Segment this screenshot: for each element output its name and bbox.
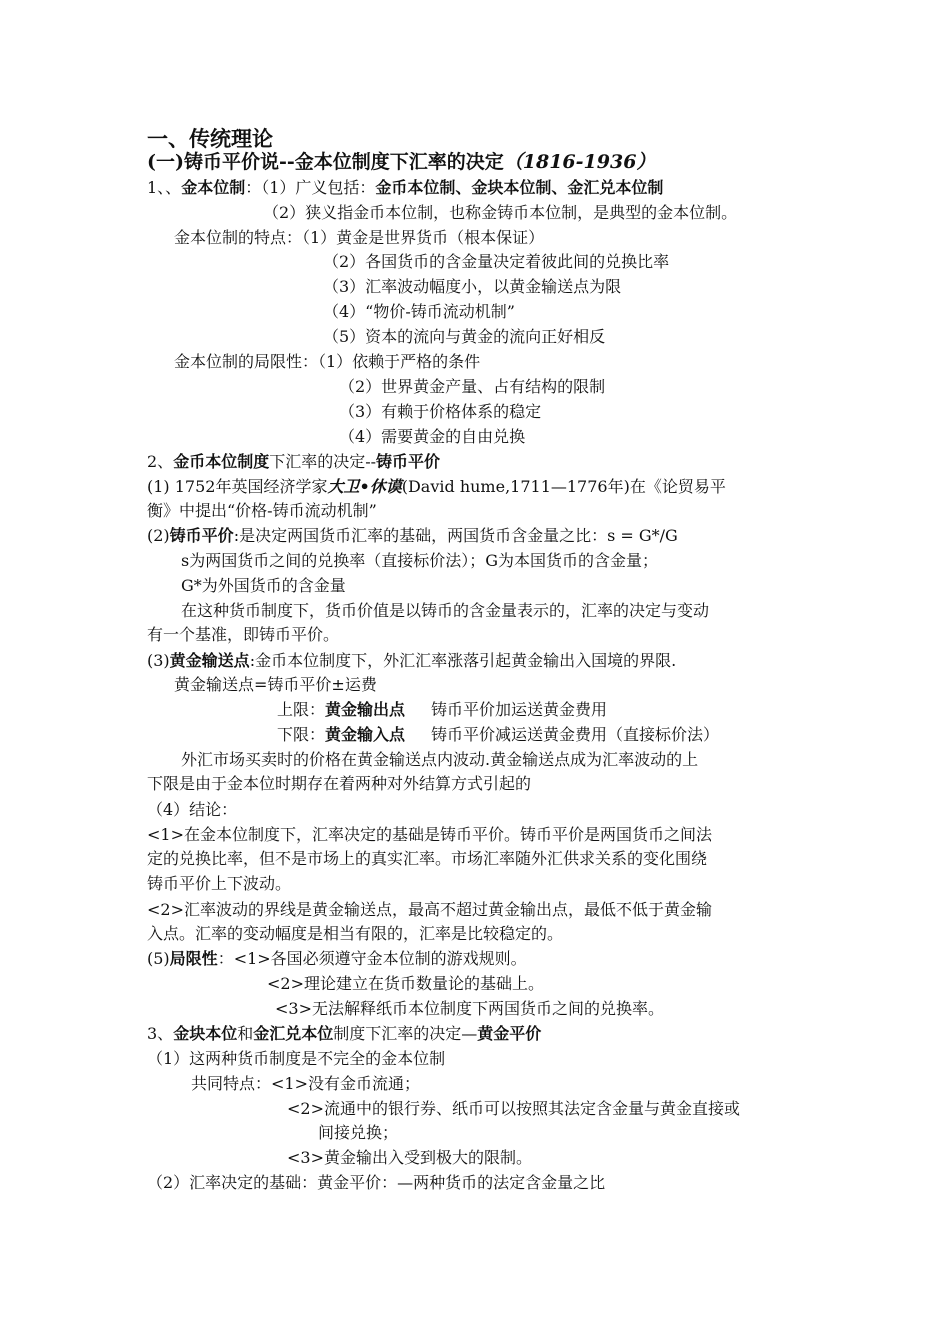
text: （5）资本的流向与黄金的流向正好相反: [323, 327, 606, 346]
item-3-common-1: [191, 1074, 420, 1094]
text: (5): [147, 949, 170, 968]
limits-line-4: [339, 427, 525, 447]
text: (1) 1752年英国经济学家: [147, 477, 328, 496]
item-3-para-1: [147, 1049, 445, 1069]
limits-line-3: [339, 402, 541, 422]
term: 铸币平价: [169, 526, 234, 545]
term: 黄金输送点: [169, 651, 250, 670]
subheading-years: （1816-1936）: [503, 151, 656, 173]
upper-limit-line: [277, 700, 607, 720]
term: 铸币平价: [376, 452, 441, 471]
text: s为两国货币之间的兑换率（直接标价法）；G为本国货币的含金量；: [181, 551, 658, 570]
text: (2): [147, 526, 170, 545]
text: 铸币平价上下波动。: [147, 874, 292, 893]
text: （4）结论：: [147, 800, 238, 819]
text: 间接兑换；: [318, 1123, 399, 1142]
conclusion-1-line-1: [147, 825, 712, 845]
text: 定的兑换比率，但不是市场上的真实汇率。市场汇率随外汇供求关系的变化围绕: [147, 849, 708, 868]
text: ：（1）广义包括：: [245, 178, 376, 197]
para-4-heading: [147, 800, 237, 820]
term: 金块本位: [173, 1024, 238, 1043]
text: 铸币平价加运送黄金费用: [431, 700, 608, 719]
item-3-common-3: [287, 1148, 532, 1168]
heading-text: 一、传统理论: [147, 126, 273, 151]
text: <2>汇率波动的界线是黄金输送点，最高不超过黄金输出点，最低不低于黄金输: [147, 900, 712, 919]
text: <3>黄金输出入受到极大的限制。: [287, 1148, 532, 1167]
para-2-line-1: [147, 526, 678, 546]
item-3-line: [147, 1024, 541, 1044]
conclusion-1-line-2: [147, 849, 707, 869]
text: （2）世界黄金产量、占有结构的限制: [339, 377, 606, 396]
item-2-line: [147, 452, 440, 472]
text: G*为外国货币的含金量: [181, 576, 346, 595]
conclusion-2-line-1: [147, 900, 712, 920]
term-gold-standard-types: 金币本位制、金块本位制、金汇兑本位制: [375, 178, 664, 197]
text: 下汇率的决定--: [269, 452, 377, 471]
text: 衡》中提出“价格-铸币流动机制”: [147, 501, 377, 520]
para-2-line-3: [181, 576, 346, 596]
item-3-common-2b: [318, 1123, 398, 1143]
text: :是决定两国货币汇率的基础，两国货币含金量之比：s = G*/G: [233, 526, 678, 545]
text: 铸币平价减运送黄金费用（直接标价法）: [431, 725, 720, 744]
item-number: 1、、: [147, 178, 182, 197]
term-gold-standard: 金本位制: [181, 178, 246, 197]
term: 局限性: [169, 949, 218, 968]
features-line-3: [323, 277, 621, 297]
para-2-line-2: [181, 551, 658, 571]
text: <2>流通中的银行券、纸币可以按照其法定含金量与黄金直接或: [287, 1099, 740, 1118]
term: 金汇兑本位: [253, 1024, 334, 1043]
para-2-line-5: [147, 625, 339, 645]
text: 和: [237, 1024, 254, 1043]
text: <2>理论建立在货币数量论的基础上。: [267, 974, 544, 993]
item-1-narrow: [263, 203, 737, 223]
features-line-5: [323, 327, 605, 347]
para-3-line-4: [147, 774, 531, 794]
text: 外汇市场买卖时的价格在黄金输送点内波动.黄金输送点成为汇率波动的上: [181, 750, 699, 769]
text: 在这种货币制度下，货币价值是以铸币的含金量表示的，汇率的决定与变动: [181, 601, 710, 620]
features-line-1: [174, 228, 544, 248]
lower-limit-line: [277, 725, 719, 745]
conclusion-2-line-2: [147, 924, 563, 944]
text: <3>无法解释纸币本位制度下两国货币之间的兑换率。: [275, 999, 664, 1018]
para-3-line-3: [181, 750, 698, 770]
text: ：<1>各国必须遵守金本位制的游戏规则。: [217, 949, 527, 968]
text: （4）“物价-铸币流动机制”: [323, 302, 515, 321]
para-5-line-2: [267, 974, 544, 994]
section-heading: [147, 126, 273, 152]
term: 金币本位制度: [173, 452, 270, 471]
para-1-line-1: [147, 477, 726, 497]
item-number: 3、: [147, 1024, 174, 1043]
item-3-common-2: [287, 1099, 740, 1119]
text: （2）狭义指金币本位制，也称金铸币本位制，是典型的金本位制。: [263, 203, 738, 222]
term: 黄金输入点: [325, 725, 406, 744]
limits-line-1: [174, 352, 480, 372]
text: 金本位制的特点：（1）黄金是世界货币（根本保证）: [174, 228, 545, 247]
term: 黄金输出点: [325, 700, 406, 719]
label: 上限：: [277, 700, 326, 719]
para-5-line-1: [147, 949, 527, 969]
term: 黄金平价: [477, 1024, 542, 1043]
text: （3）有赖于价格体系的稳定: [339, 402, 542, 421]
text: （4）需要黄金的自由兑换: [339, 427, 526, 446]
para-2-line-4: [181, 601, 709, 621]
text: (3): [147, 651, 170, 670]
text: （1）这两种货币制度是不完全的金本位制: [147, 1049, 446, 1068]
features-line-2: [323, 252, 669, 272]
para-1-line-2: [147, 501, 377, 521]
item-1-line: [147, 178, 663, 198]
subheading-text: (一)铸币平价说--金本位制度下汇率的决定: [147, 151, 504, 173]
para-3-line-1: [147, 651, 676, 671]
text: (David hume,1711—1776年)在《论贸易平: [401, 477, 726, 496]
text: :金币本位制度下，外汇汇率涨落引起黄金输出入国境的界限.: [249, 651, 677, 670]
item-3-para-2: [147, 1173, 605, 1193]
para-5-line-3: [275, 999, 664, 1019]
features-line-4: [323, 302, 515, 322]
text: <1>在金本位制度下，汇率决定的基础是铸币平价。铸币平价是两国货币之间法: [147, 825, 712, 844]
item-number: 2、: [147, 452, 174, 471]
name-hume: 大卫•休谟: [327, 477, 402, 496]
text: （2）汇率决定的基础：黄金平价：—两种货币的法定含金量之比: [147, 1173, 606, 1192]
subsection-heading: [147, 150, 655, 174]
text: （3）汇率波动幅度小，以黄金输送点为限: [323, 277, 622, 296]
text: 有一个基准，即铸币平价。: [147, 625, 340, 644]
label: 下限：: [277, 725, 326, 744]
limits-line-2: [339, 377, 605, 397]
text: 金本位制的局限性：（1）依赖于严格的条件: [174, 352, 481, 371]
text: 入点。汇率的变动幅度是相当有限的，汇率是比较稳定的。: [147, 924, 564, 943]
text: （2）各国货币的含金量决定着彼此间的兑换比率: [323, 252, 670, 271]
conclusion-1-line-3: [147, 874, 291, 894]
text: 共同特点：<1>没有金币流通；: [191, 1074, 420, 1093]
text: 下限是由于金本位时期存在着两种对外结算方式引起的: [147, 774, 532, 793]
para-3-line-2: [174, 675, 377, 695]
text: 黄金输送点=铸币平价±运费: [174, 675, 377, 694]
text: 制度下汇率的决定—: [333, 1024, 478, 1043]
